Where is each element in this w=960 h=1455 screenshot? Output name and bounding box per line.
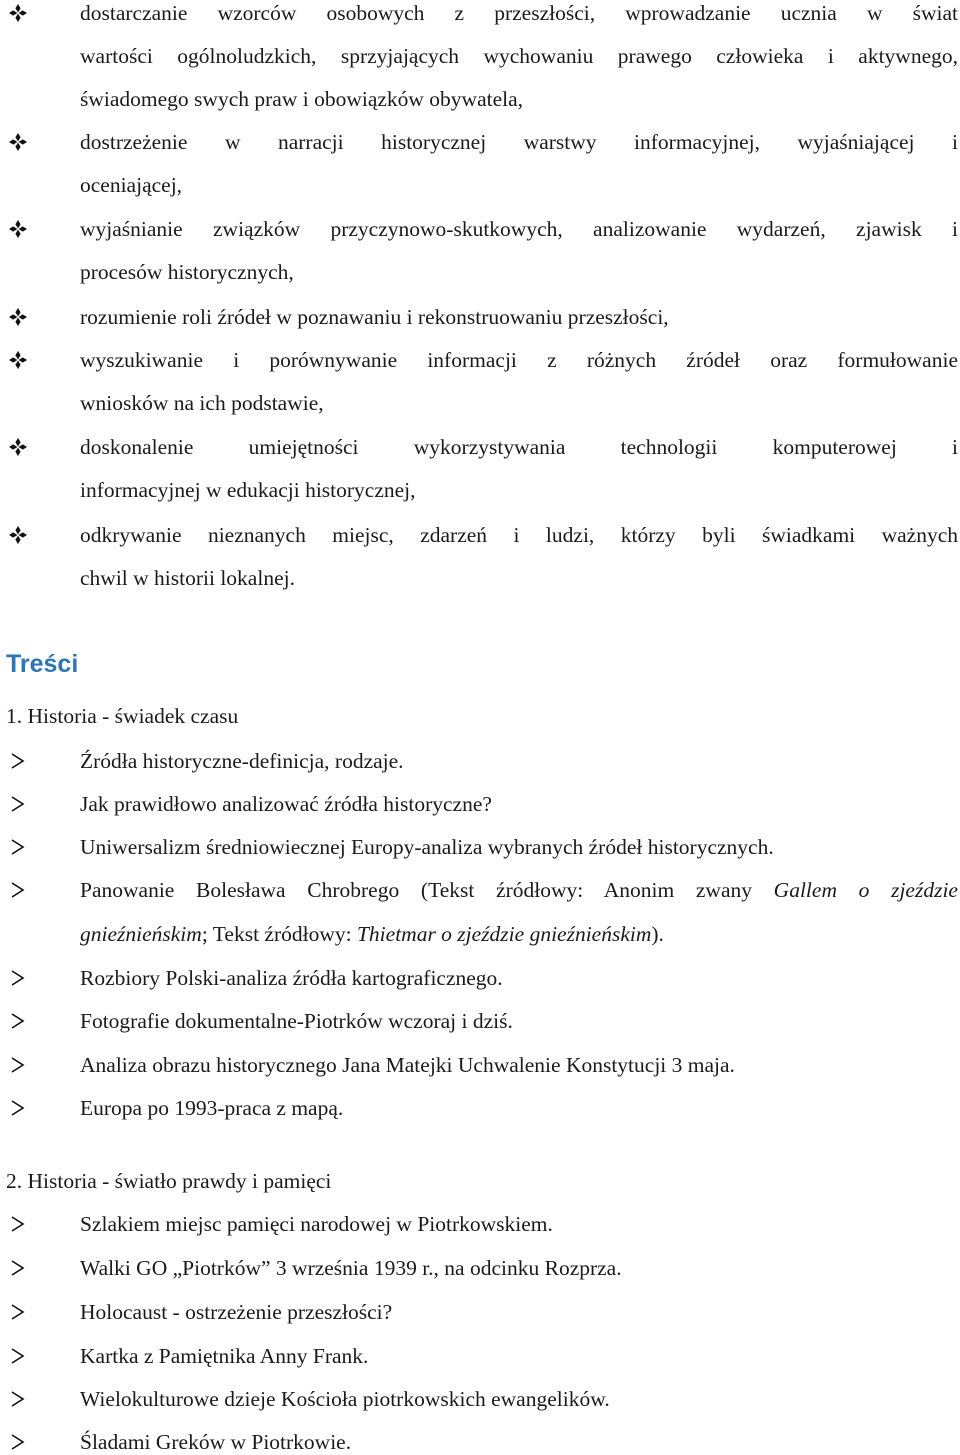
goal-line: oceniającej,	[80, 173, 183, 197]
arrowhead-bullet-icon	[7, 1055, 27, 1075]
goal-line: wartości ogólnoludzkich, sprzyjających wychowaniu prawego człowieka i aktywnego,	[80, 44, 958, 68]
arrowhead-bullet-icon	[7, 1302, 27, 1322]
goal-line: rozumienie roli źródeł w poznawaniu i rekonstruowaniu przeszłości,	[80, 305, 669, 329]
list-item-text: Rozbiory Polski-analiza źródła kartograficznego.	[80, 966, 503, 990]
list-item-text: Holocaust - ostrzeżenie przeszłości?	[80, 1300, 393, 1324]
section1-title: 1. Historia - świadek czasu	[6, 704, 239, 728]
goal-line: dostrzeżenie w narracji historycznej warstwy informacyjnej, wyjaśniającej i	[80, 130, 958, 154]
arrowhead-bullet-icon	[7, 1258, 27, 1278]
list-item-text: gnieźnieńskim; Tekst źródłowy: Thietmar o zjeździe gnieźnieńskim).	[80, 922, 664, 946]
goal-line: chwil w historii lokalnej.	[80, 566, 295, 590]
list-item-text: Fotografie dokumentalne-Piotrków wczoraj i dziś.	[80, 1009, 513, 1033]
list-item-text: Panowanie Bolesława Chrobrego (Tekst źródłowy: Anonim zwany Gallem o zjeździe	[80, 878, 958, 902]
goal-line: wniosków na ich podstawie,	[80, 391, 324, 415]
goal-line: wyjaśnianie związków przyczynowo-skutkowych, analizowanie wydarzeń, zjawisk i	[80, 217, 958, 241]
diamond-bullet-icon	[8, 132, 28, 152]
contents-heading: Treści	[6, 650, 79, 678]
goal-line: doskonalenie umiejętności wykorzystywania technologii komputerowej i	[80, 435, 958, 459]
arrowhead-bullet-icon	[7, 1389, 27, 1409]
list-item-text: Jak prawidłowo analizować źródła historyczne?	[80, 792, 492, 816]
list-item-text: Analiza obrazu historycznego Jana Matejki Uchwalenie Konstytucji 3 maja.	[80, 1053, 735, 1077]
arrowhead-bullet-icon	[7, 968, 27, 988]
list-item-text: Europa po 1993-praca z mapą.	[80, 1096, 344, 1120]
arrowhead-bullet-icon	[7, 1011, 27, 1031]
goal-line: procesów historycznych,	[80, 260, 294, 284]
arrowhead-bullet-icon	[7, 1346, 27, 1366]
diamond-bullet-icon	[8, 525, 28, 545]
arrowhead-bullet-icon	[7, 1098, 27, 1118]
goal-line: informacyjnej w edukacji historycznej,	[80, 478, 416, 502]
goal-line: odkrywanie nieznanych miejsc, zdarzeń i ludzi, którzy byli świadkami ważnych	[80, 523, 958, 547]
list-item-text: Kartka z Pamiętnika Anny Frank.	[80, 1344, 369, 1368]
diamond-bullet-icon	[8, 307, 28, 327]
diamond-bullet-icon	[8, 437, 28, 457]
arrowhead-bullet-icon	[7, 751, 27, 771]
diamond-bullet-icon	[8, 350, 28, 370]
list-item-text: Wielokulturowe dzieje Kościoła piotrkowskich ewangelików.	[80, 1387, 610, 1411]
list-item-text: Szlakiem miejsc pamięci narodowej w Piotrkowskiem.	[80, 1212, 553, 1236]
list-item-text: Uniwersalizm średniowiecznej Europy-analiza wybranych źródeł historycznych.	[80, 835, 774, 859]
goal-line: świadomego swych praw i obowiązków obywatela,	[80, 87, 524, 111]
arrowhead-bullet-icon	[7, 794, 27, 814]
list-item-text: Śladami Greków w Piotrkowie.	[80, 1430, 352, 1454]
diamond-bullet-icon	[8, 219, 28, 239]
arrowhead-bullet-icon	[7, 1432, 27, 1452]
arrowhead-bullet-icon	[7, 837, 27, 857]
arrowhead-bullet-icon	[7, 1214, 27, 1234]
list-item-text: Źródła historyczne-definicja, rodzaje.	[80, 749, 404, 773]
list-item-text: Walki GO „Piotrków” 3 września 1939 r., na odcinku Rozprza.	[80, 1256, 622, 1280]
arrowhead-bullet-icon	[7, 880, 27, 900]
diamond-bullet-icon	[8, 3, 28, 23]
goal-line: wyszukiwanie i porównywanie informacji z różnych źródeł oraz formułowanie	[80, 348, 958, 372]
section2-title: 2. Historia - światło prawdy i pamięci	[6, 1169, 332, 1193]
goal-line: dostarczanie wzorców osobowych z przeszłości, wprowadzanie ucznia w świat	[80, 1, 958, 25]
